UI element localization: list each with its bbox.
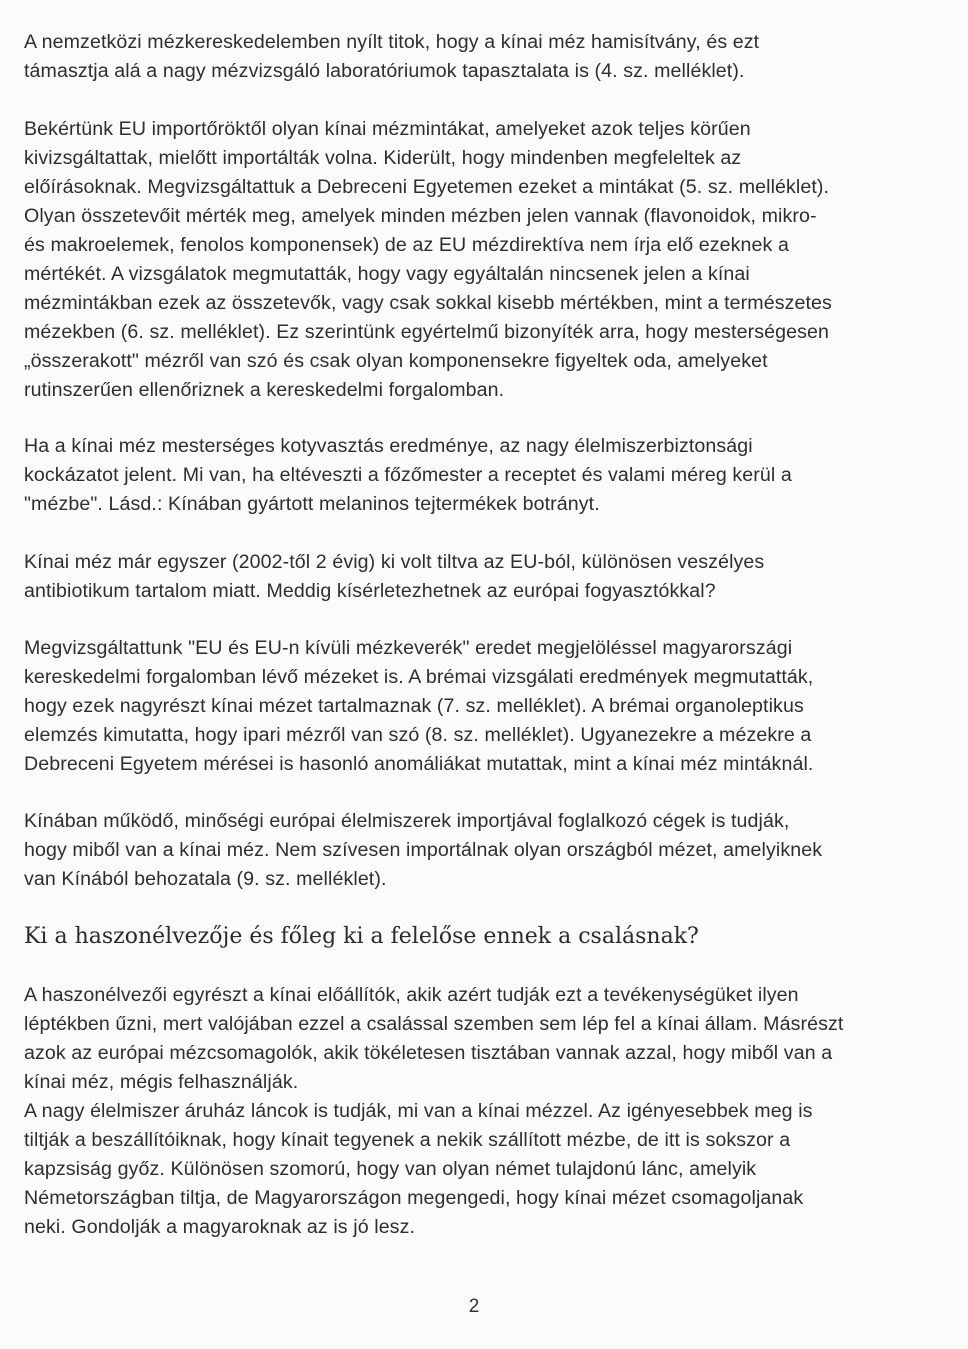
paragraph-food-safety (24, 432, 792, 519)
text-line: léptékben űzni, mert valójában ezzel a csalással szemben sem lép fel a kínai állam. Másrészt (24, 1013, 844, 1035)
text-line: Bekértünk EU importőröktől olyan kínai mézmintákat, amelyeket azok teljes körűen (24, 118, 751, 140)
paragraph-ban-history (24, 548, 764, 606)
text-line: hogy miből van a kínai méz. Nem szívesen importálnak olyan országból mézet, amelyiknek (24, 839, 823, 861)
text-line: előírásoknak. Megvizsgáltattuk a Debreceni Egyetemen ezeket a mintákat (5. sz. melléklet). (24, 176, 830, 198)
text-line: hogy ezek nagyrészt kínai mézet tartalmaznak (7. sz. melléklet). A brémai organoleptikus (24, 695, 804, 717)
text-line: Németországban tiltja, de Magyarországon megengedi, hogy kínai mézet csomagoljanak (24, 1187, 804, 1209)
text-line: „összerakott" mézről van szó és csak olyan komponensekre figyeltek oda, amelyeket (24, 350, 768, 372)
text-line: azok az európai mézcsomagolók, akik tökéletesen tisztában vannak azzal, hogy miből van a (24, 1042, 833, 1064)
text-line: Olyan összetevőit mérték meg, amelyek minden mézben jelen vannak (flavonoidok, mikro- (24, 205, 817, 227)
text-line: rutinszerűen ellenőriznek a kereskedelmi forgalomban. (24, 379, 505, 401)
page-number: 2 (468, 1296, 480, 1317)
text-line: Megvizsgáltattunk "EU és EU-n kívüli mézkeverék" eredet megjelöléssel magyarországi (24, 637, 793, 659)
paragraph-market-tests (24, 634, 813, 779)
text-line: és makroelemek, fenolos komponensek) de az EU mézdirektíva nem írja elő ezeknek a (24, 234, 789, 256)
text-line: antibiotikum tartalom miatt. Meddig kísérletezhetnek az európai fogyasztókkal? (24, 580, 716, 602)
text-line: A haszonélvezői egyrészt a kínai előállítók, akik azért tudják ezt a tevékenységüket ilyen (24, 984, 799, 1006)
paragraph-intro (24, 28, 759, 86)
text-line: támasztja alá a nagy mézvizsgáló laboratóriumok tapasztalata is (4. sz. melléklet). (24, 60, 745, 82)
text-line: mértékét. A vizsgálatok megmutatták, hogy vagy egyáltalán nincsenek jelen a kínai (24, 263, 750, 285)
text-line: neki. Gondolják a magyaroknak az is jó lesz. (24, 1216, 416, 1238)
text-line: mézekben (6. sz. melléklet). Ez szerintünk egyértelmű bizonyíték arra, hogy mesterségesen (24, 321, 829, 343)
text-line: A nagy élelmiszer áruház láncok is tudják, mi van a kínai mézzel. Az igényesebbek meg is (24, 1100, 813, 1122)
text-line: kapzsiság győz. Különösen szomorú, hogy van olyan német tulajdonú lánc, amelyik (24, 1158, 757, 1180)
text-line: Ha a kínai méz mesterséges kotyvasztás eredménye, az nagy élelmiszerbiztonsági (24, 435, 753, 457)
paragraph-eu-samples (24, 115, 832, 405)
text-line: "mézbe". Lásd.: Kínában gyártott melaninos tejtermékek botrányt. (24, 493, 600, 515)
text-line: Kínai méz már egyszer (2002-től 2 évig) ki volt tiltva az EU-ból, különösen veszélyes (24, 551, 765, 573)
text-line: kockázatot jelent. Mi van, ha eltéveszti a főzőmester a receptet és valami méreg kerül a (24, 464, 792, 486)
text-line: Kínában működő, minőségi európai élelmiszerek importjával foglalkozó cégek is tudják, (24, 810, 790, 832)
text-line: kereskedelmi forgalomban lévő mézeket is. A brémai vizsgálati eredmények megmutatták, (24, 666, 814, 688)
text-line: kivizsgáltattak, mielőtt importálták volna. Kiderült, hogy mindenben megfeleltek az (24, 147, 742, 169)
section-heading: Ki a haszonélvezője és főleg ki a felelőse ennek a csalásnak? (24, 924, 699, 949)
text-line: mézmintákban ezek az összetevők, vagy csak sokkal kisebb mértékben, mint a természetes (24, 292, 832, 314)
text-line: kínai méz, mégis felhasználják. (24, 1071, 299, 1093)
text-line: tiltják a beszállítóiknak, hogy kínait tegyenek a nekik szállított mézbe, de itt is sokszor a (24, 1129, 791, 1151)
text-line: A nemzetközi mézkereskedelemben nyílt titok, hogy a kínai méz hamisítvány, és ezt (24, 31, 760, 53)
paragraph-beneficiaries (24, 981, 843, 1242)
text-line: Debreceni Egyetem mérései is hasonló anomáliákat mutattak, mint a kínai méz mintáknál. (24, 753, 814, 775)
text-line: van Kínából behozatala (9. sz. melléklet). (24, 868, 387, 890)
text-line: elemzés kimutatta, hogy ipari mézről van szó (8. sz. melléklet). Ugyanezekre a mézekre a (24, 724, 812, 746)
paragraph-importers (24, 807, 822, 894)
